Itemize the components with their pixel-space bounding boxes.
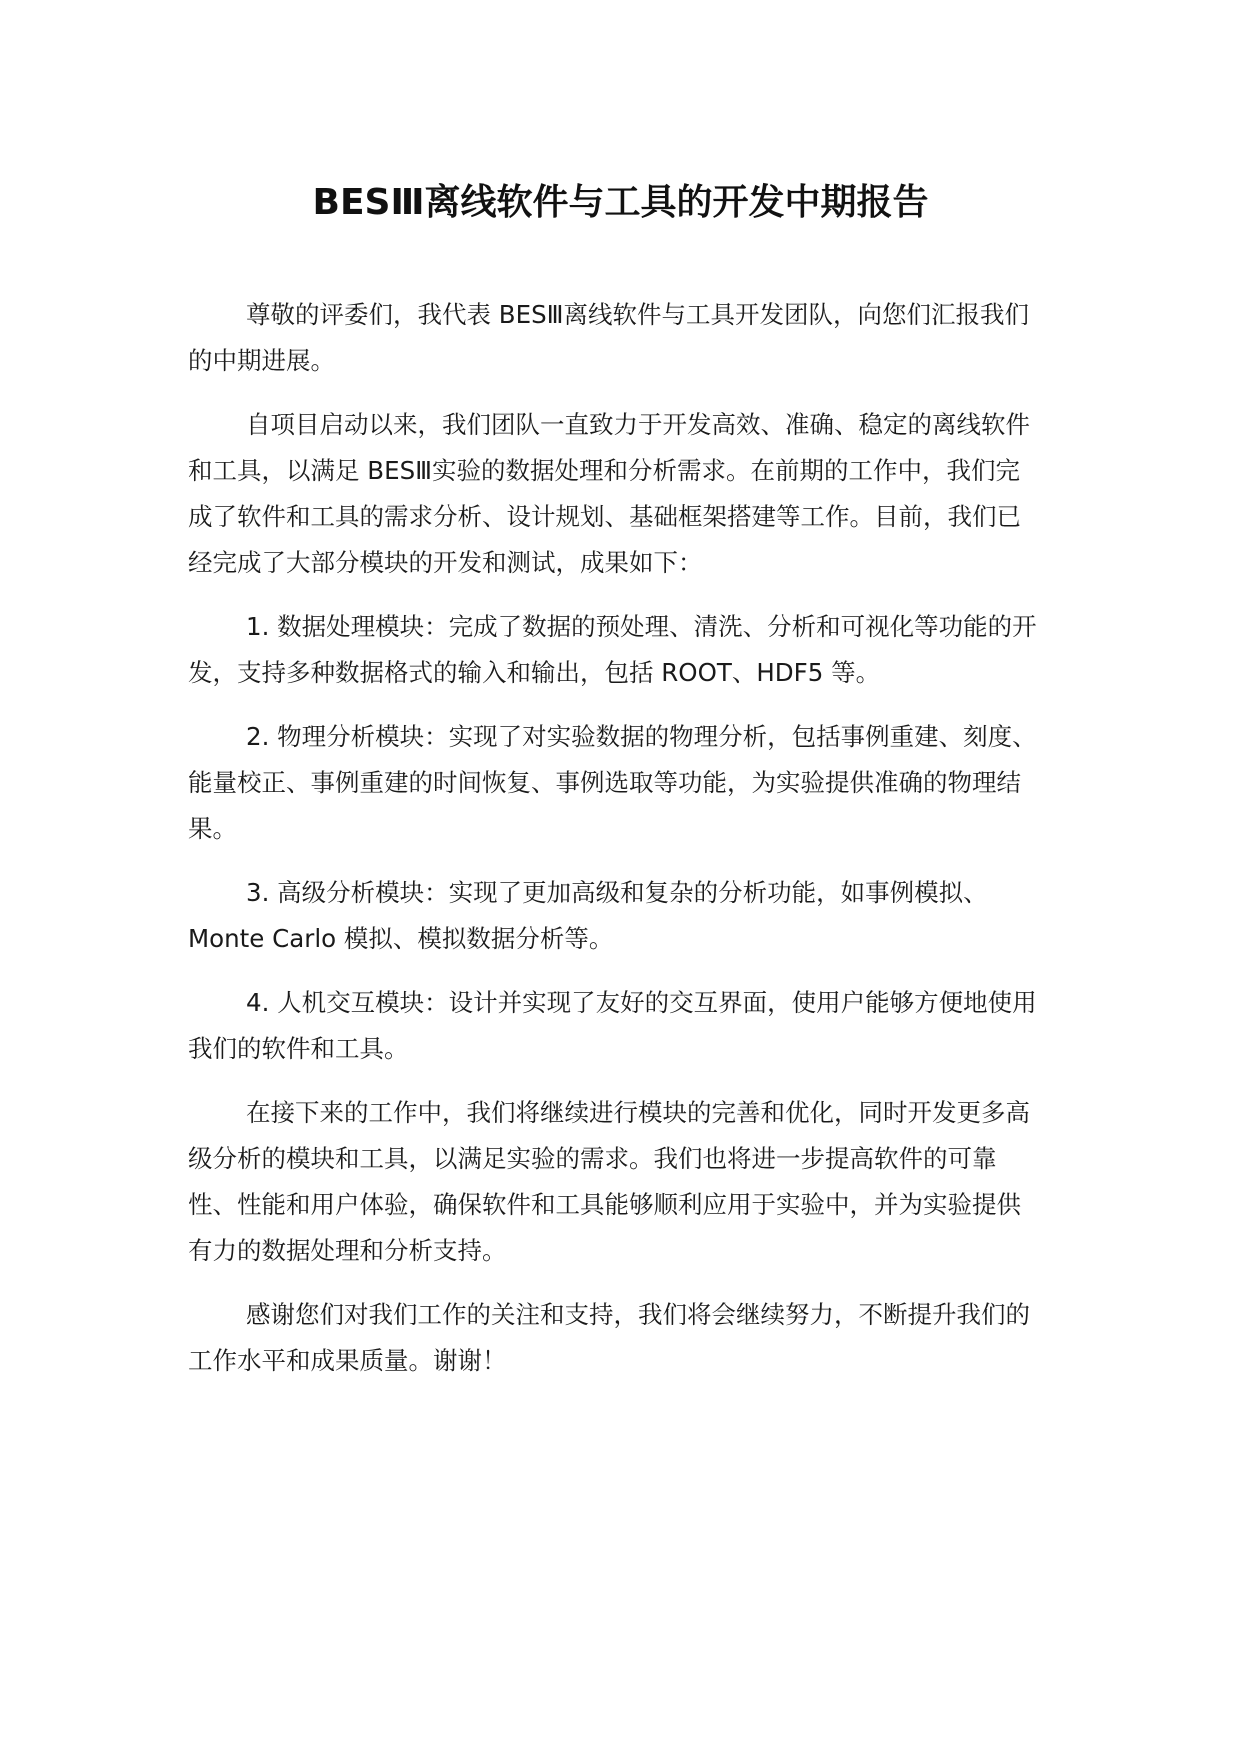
paragraph-item-data-processing: 1. 数据处理模块：完成了数据的预处理、清洗、分析和可视化等功能的开发，支持多种数据格式的输入和输出，包括 ROOT、HDF5 等。 <box>188 612 1037 687</box>
document-body <box>188 292 1043 1402</box>
paragraph-next-steps: 在接下来的工作中，我们将继续进行模块的完善和优化，同时开发更多高级分析的模块和工具，以满足实验的需求。我们也将进一步提高软件的可靠性、性能和用户体验，确保软件和工具能够顺利应用于实验中，并为实验提供有力的数据处理和分析支持。 <box>188 1098 1030 1265</box>
paragraph-item-advanced-analysis: 3. 高级分析模块：实现了更加高级和复杂的分析功能，如事例模拟、Monte Carlo 模拟、模拟数据分析等。 <box>188 878 988 953</box>
document-title: BESⅢ离线软件与工具的开发中期报告 <box>312 182 929 223</box>
paragraph-greeting: 尊敬的评委们，我代表 BESⅢ离线软件与工具开发团队，向您们汇报我们的中期进展。 <box>188 300 1030 375</box>
paragraph-closing: 感谢您们对我们工作的关注和支持，我们将会继续努力，不断提升我们的工作水平和成果质量。谢谢！ <box>188 1300 1030 1375</box>
paragraph-overview: 自项目启动以来，我们团队一直致力于开发高效、准确、稳定的离线软件和工具，以满足 BESⅢ实验的数据处理和分析需求。在前期的工作中，我们完成了软件和工具的需求分析、设计规划、基础框架搭建等工作。目前，我们已经完成了大部分模块的开发和测试，成果如下： <box>188 410 1030 577</box>
paragraph-item-human-interaction: 4. 人机交互模块：设计并实现了友好的交互界面，使用户能够方便地使用我们的软件和工具。 <box>188 988 1037 1063</box>
paragraph-item-physics-analysis: 2. 物理分析模块：实现了对实验数据的物理分析，包括事例重建、刻度、能量校正、事例重建的时间恢复、事例选取等功能，为实验提供准确的物理结果。 <box>188 722 1037 843</box>
